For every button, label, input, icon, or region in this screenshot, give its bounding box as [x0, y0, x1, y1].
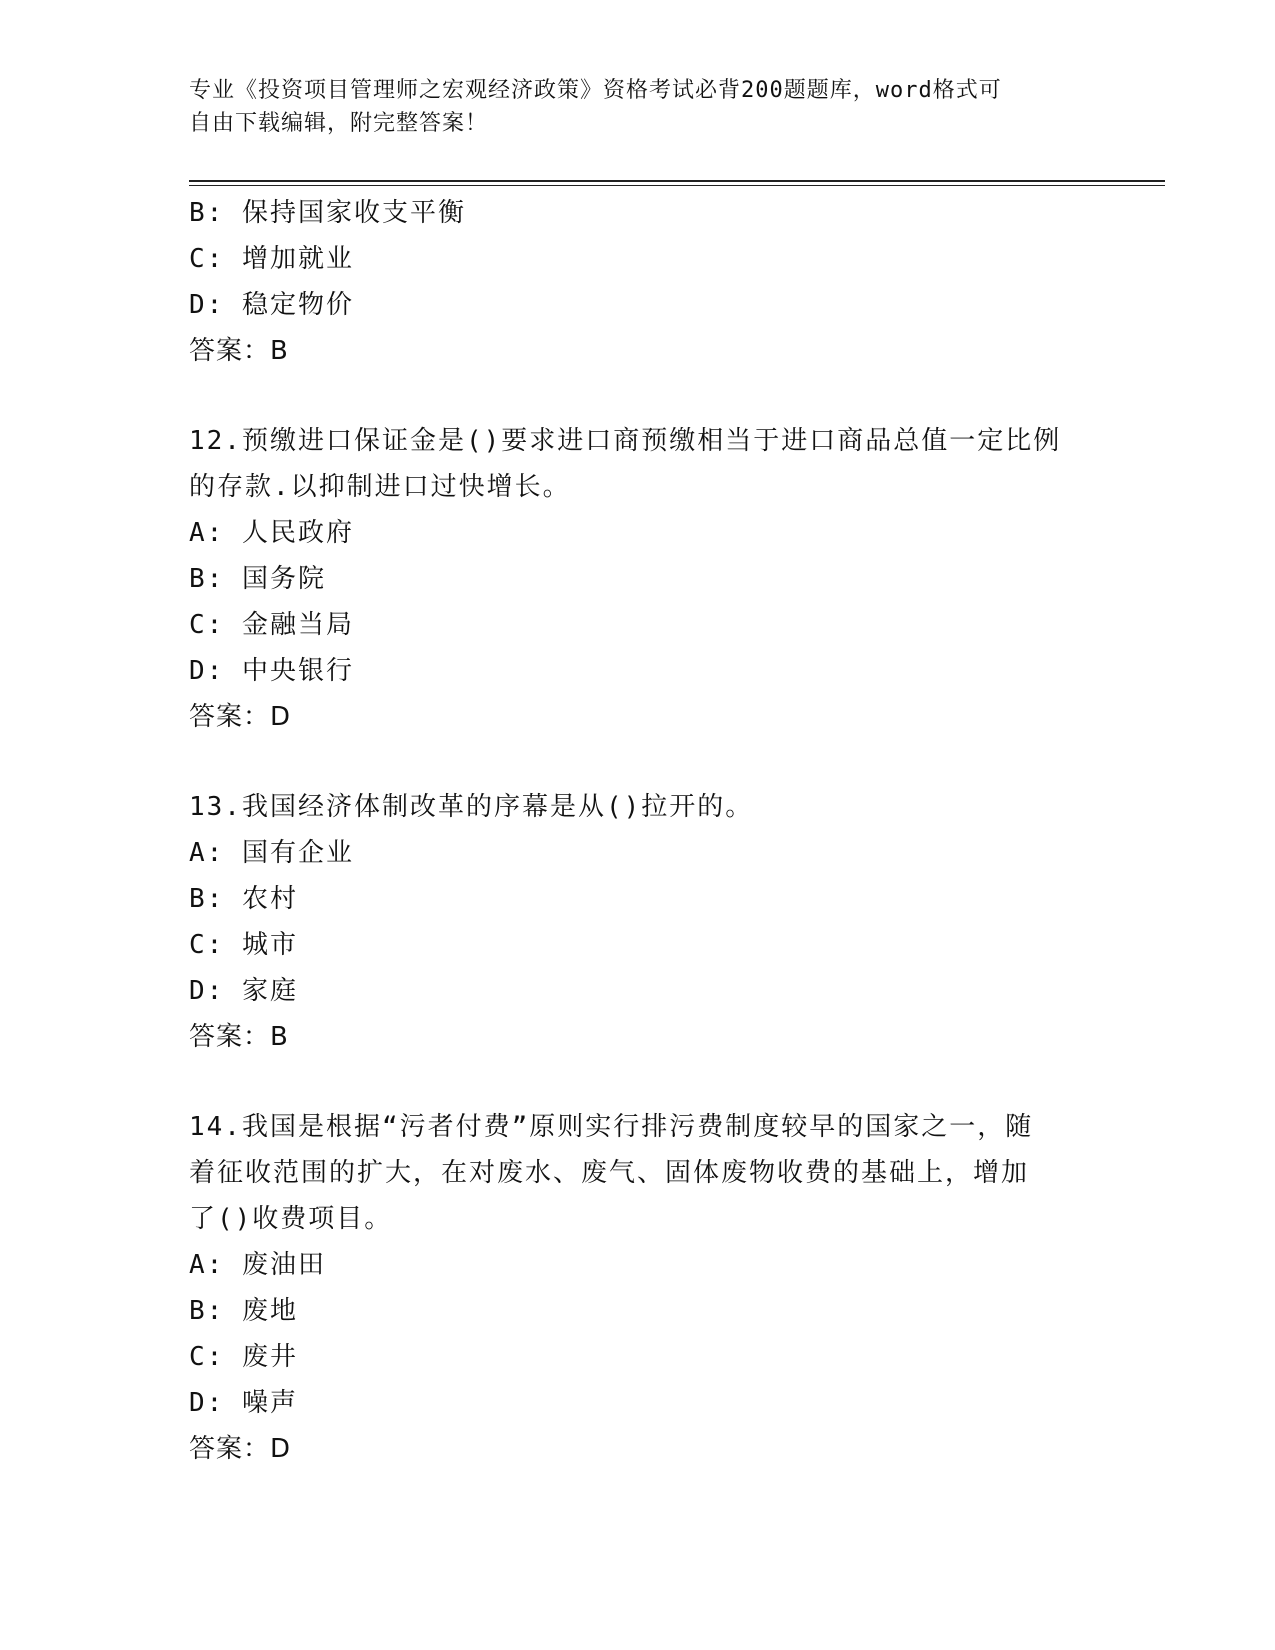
- answer-line: 答案：B: [189, 336, 289, 366]
- option-b: B: 保持国家收支平衡: [189, 198, 466, 228]
- answer-line: 答案：B: [189, 1022, 289, 1052]
- question-text-line: 12.预缴进口保证金是()要求进口商预缴相当于进口商品总值一定比例: [189, 426, 1062, 456]
- option-c: C: 增加就业: [189, 244, 354, 274]
- option-b: B: 废地: [189, 1296, 298, 1326]
- header-line-1: 专业《投资项目管理师之宏观经济政策》资格考试必背200题题库，word格式可: [189, 78, 1002, 103]
- option-c: C: 城市: [189, 930, 298, 960]
- option-d: D: 稳定物价: [189, 290, 354, 320]
- option-b: B: 农村: [189, 884, 298, 914]
- option-c: C: 金融当局: [189, 610, 354, 640]
- option-d: D: 中央银行: [189, 656, 354, 686]
- option-a: A: 国有企业: [189, 838, 354, 868]
- question-text-line: 13.我国经济体制改革的序幕是从()拉开的。: [189, 792, 754, 822]
- option-a: A: 人民政府: [189, 518, 354, 548]
- option-a: A: 废油田: [189, 1250, 326, 1280]
- option-c: C: 废井: [189, 1342, 298, 1372]
- question-14: [189, 1104, 1089, 1472]
- option-d: D: 噪声: [189, 1388, 298, 1418]
- question-text-line: 14.我国是根据“污者付费”原则实行排污费制度较早的国家之一，随: [189, 1112, 1034, 1142]
- question-11-tail: [189, 190, 1089, 374]
- question-text-line: 着征收范围的扩大，在对废水、废气、固体废物收费的基础上，增加: [189, 1158, 1030, 1188]
- header-divider-thick: [189, 180, 1165, 182]
- answer-line: 答案：D: [189, 702, 292, 732]
- document-header: [189, 74, 1089, 140]
- option-b: B: 国务院: [189, 564, 326, 594]
- question-list: [189, 190, 1089, 1472]
- header-divider-thin: [189, 185, 1165, 186]
- header-line-2: 自由下载编辑，附完整答案！: [189, 111, 489, 136]
- answer-line: 答案：D: [189, 1434, 292, 1464]
- question-text-line: 了()收费项目。: [189, 1204, 393, 1234]
- question-13: [189, 784, 1089, 1060]
- question-text-line: 的存款.以抑制进口过快增长。: [189, 472, 571, 502]
- option-d: D: 家庭: [189, 976, 298, 1006]
- question-12: [189, 418, 1089, 740]
